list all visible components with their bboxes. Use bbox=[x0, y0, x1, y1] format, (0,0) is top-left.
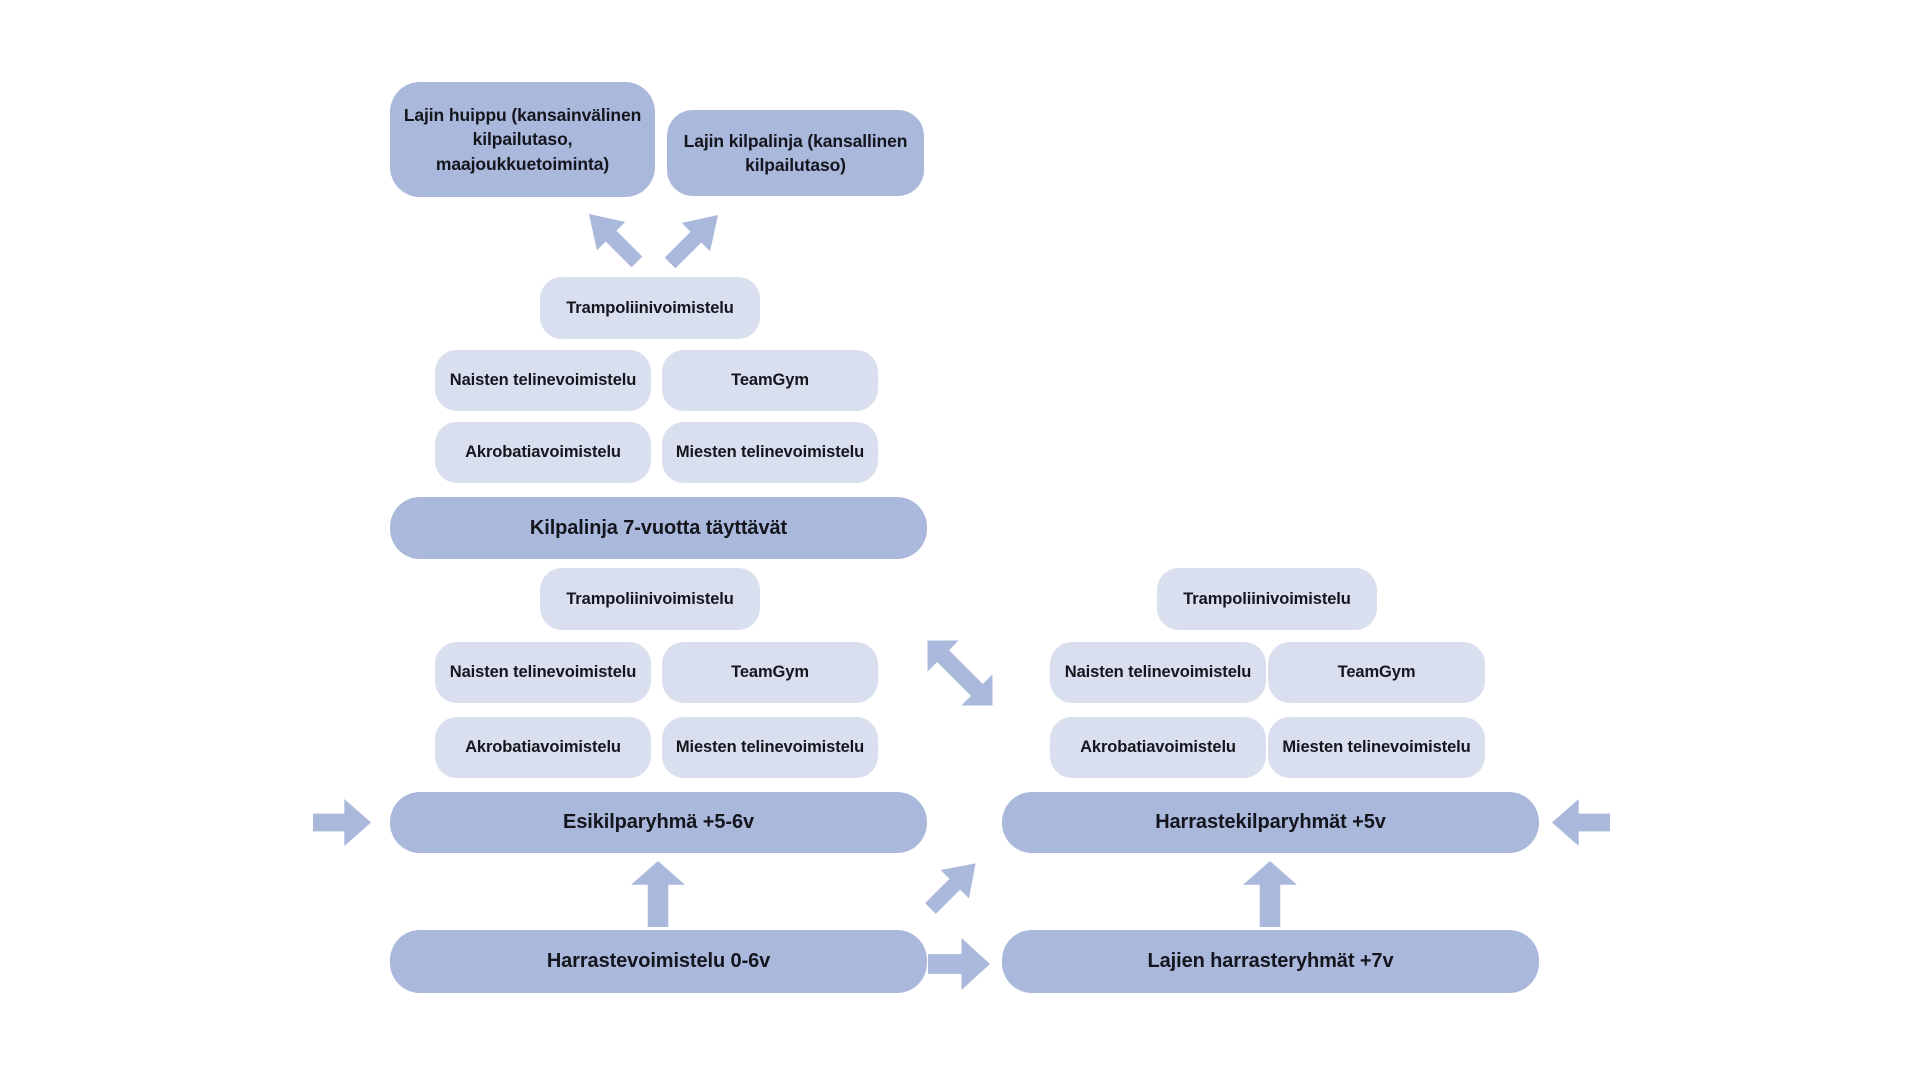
arrow-left-into-harrastekilparyhmat bbox=[1552, 799, 1610, 846]
node-akrobatiavoimistelu: Akrobatiavoimistelu bbox=[435, 422, 651, 483]
node-trampoliinivoimistelu: Trampoliinivoimistelu bbox=[1157, 568, 1377, 630]
bar-harrastevoimistelu: Harrastevoimistelu 0-6v bbox=[390, 930, 927, 993]
node-naisten-telinevoimistelu: Naisten telinevoimistelu bbox=[1050, 642, 1266, 703]
node-miesten-telinevoimistelu: Miesten telinevoimistelu bbox=[662, 422, 878, 483]
arrow-up-right bbox=[656, 201, 732, 277]
bar-kilpalinja-7v: Kilpalinja 7-vuotta täyttävät bbox=[390, 497, 927, 559]
node-teamgym: TeamGym bbox=[662, 642, 878, 703]
arrow-double-diagonal bbox=[912, 625, 1008, 721]
arrow-up-to-harrastekilparyhmat bbox=[1243, 861, 1297, 927]
arrow-up-right-to-harrastekilparyhmat bbox=[916, 849, 990, 923]
node-miesten-telinevoimistelu: Miesten telinevoimistelu bbox=[1268, 717, 1485, 778]
bar-harrastekilparyhmat: Harrastekilparyhmät +5v bbox=[1002, 792, 1539, 853]
node-trampoliinivoimistelu: Trampoliinivoimistelu bbox=[540, 568, 760, 630]
node-naisten-telinevoimistelu: Naisten telinevoimistelu bbox=[435, 642, 651, 703]
arrow-right-into-esikilparyhma bbox=[313, 799, 371, 846]
node-akrobatiavoimistelu: Akrobatiavoimistelu bbox=[1050, 717, 1266, 778]
bar-lajien-harrasteryhmat: Lajien harrasteryhmät +7v bbox=[1002, 930, 1539, 993]
node-teamgym: TeamGym bbox=[1268, 642, 1485, 703]
node-miesten-telinevoimistelu: Miesten telinevoimistelu bbox=[662, 717, 878, 778]
node-lajin-kilpalinja: Lajin kilpalinja (kansallinen kilpailutaso) bbox=[667, 110, 924, 196]
arrow-up-to-esikilparyhma bbox=[631, 861, 685, 927]
node-lajin-huippu: Lajin huippu (kansainvälinen kilpailutaso, maajoukkuetoiminta) bbox=[390, 82, 655, 197]
node-trampoliinivoimistelu: Trampoliinivoimistelu bbox=[540, 277, 760, 339]
node-naisten-telinevoimistelu: Naisten telinevoimistelu bbox=[435, 350, 651, 411]
node-teamgym: TeamGym bbox=[662, 350, 878, 411]
bar-esikilparyhma: Esikilparyhmä +5-6v bbox=[390, 792, 927, 853]
arrow-right-to-lajien-harrasteryhmat bbox=[928, 938, 990, 990]
arrow-up-left bbox=[575, 200, 651, 276]
node-akrobatiavoimistelu: Akrobatiavoimistelu bbox=[435, 717, 651, 778]
